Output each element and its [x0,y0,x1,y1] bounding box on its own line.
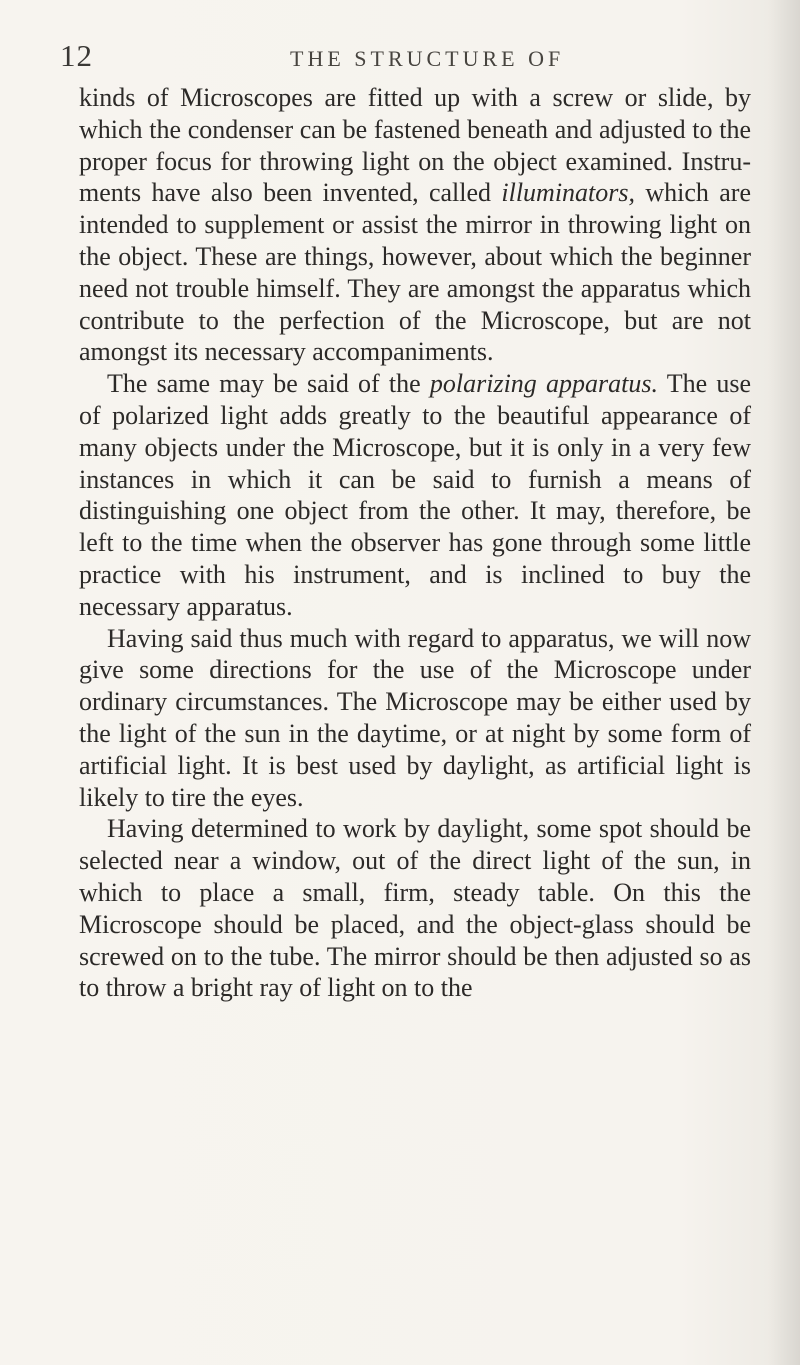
page-number: 12 [60,38,93,73]
paragraph-1-text-cont: which are intended to supplement or assist the mirror in throwing light on the object. These are things, however, about which the beginner need not trouble himself. They are amongst the apparatus which contribute to the perfection of the Microscope, but are not amongst its necessary accompaniments. [79,178,752,367]
body-text [79,82,751,1004]
paragraph-2 [79,368,751,622]
paragraph-4-text: Having determined to work by daylight, some spot should be selected near a window, out of the direct light of the sun, in which to place a small, firm, steady table. On this the Microscope should be placed, and the object-glass should be screwed on to the tube. The mirror should be then adjusted so as to throw a bright ray of light on to the [79,814,751,1003]
paragraph-3-text: Having said thus much with regard to apparatus, we will now give some directions for the use of the Microscope under ordinary circumstances. The Microscope may be either used by the light of the sun in the daytime, or at night by some form of artificial light. It is best used by daylight, as artificial light is likely to tire the eyes. [79,623,751,812]
paragraph-4 [79,813,751,1004]
italic-term-polarizing-apparatus: polarizing apparatus. [429,369,658,399]
italic-term-illuminators: illuminators, [501,178,636,208]
running-title: THE STRUCTURE OF [290,46,565,71]
paragraph-1 [79,82,751,368]
paragraph-1-text: kinds of Microscopes are fitted up with a screw or slide, by which the condenser can be fastened beneath and adjusted to the proper focus for throwing light on the object examined. Instruments have also been invented, called [79,83,751,208]
paragraph-3 [79,623,751,814]
paragraph-2-text-cont: The use of polarized light adds greatly to the beautiful appearance of many objects under the Microscope, but it is only in a very few instances in which it can be said to furnish a means of distinguishing one object from the other. It may, therefore, be left to the time when the observer has gone through some little practice with his instrument, and is inclined to buy the necessary apparatus. [79,369,751,621]
paragraph-2-text: The same may be said of the [107,369,430,399]
running-head [60,38,750,78]
